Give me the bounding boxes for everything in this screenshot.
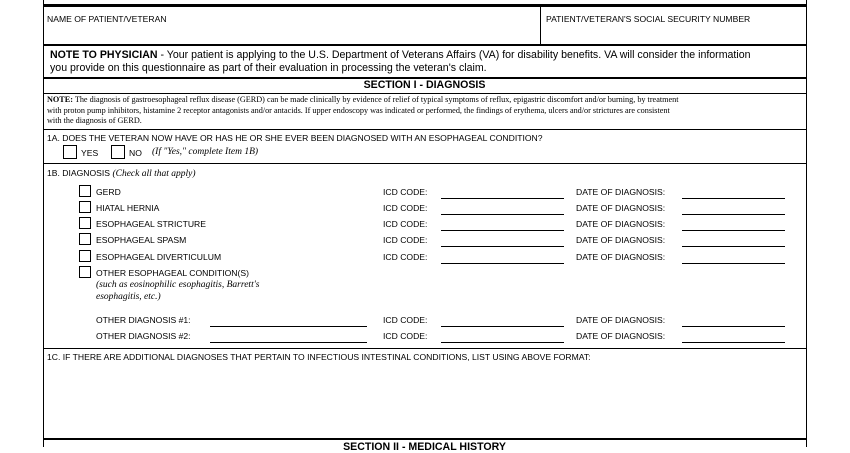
diagnosis-label: ESOPHAGEAL SPASM	[96, 235, 187, 245]
other-diagnosis-2-field[interactable]	[210, 342, 367, 343]
diagnosis-label: ESOPHAGEAL STRICTURE	[96, 219, 206, 229]
date-of-diagnosis-field[interactable]	[682, 214, 785, 215]
icd-code-label: ICD CODE:	[383, 331, 428, 341]
icd-code-label: ICD CODE:	[383, 187, 428, 197]
header-bottom-rule	[43, 44, 806, 46]
section-2-rule	[43, 438, 806, 440]
other-diagnosis-1-label: OTHER DIAGNOSIS #1:	[96, 315, 191, 325]
no-checkbox[interactable]	[111, 145, 125, 159]
no-label: NO	[129, 148, 142, 158]
icd-code-field[interactable]	[441, 263, 564, 264]
icd-code-field[interactable]	[441, 214, 564, 215]
icd-code-label: ICD CODE:	[383, 235, 428, 245]
ssn-label: PATIENT/VETERAN'S SOCIAL SECURITY NUMBER	[546, 14, 751, 24]
date-of-diagnosis-label: DATE OF DIAGNOSIS:	[576, 187, 666, 197]
date-of-diagnosis-field[interactable]	[682, 263, 785, 264]
note-rule	[43, 129, 806, 130]
diagnosis-note-line-2: with proton pump inhibitors, histamine 2 receptor antagonists and/or antacids. If upper endoscopy was indicated or performed, the findings of erythema, ulcers and/or strictures are consistent	[47, 105, 670, 115]
gerd-checkbox[interactable]	[79, 185, 91, 197]
other-condition-label: OTHER ESOPHAGEAL CONDITION(S)	[96, 268, 249, 278]
icd-code-label: ICD CODE:	[383, 252, 428, 262]
icd-code-field[interactable]	[441, 230, 564, 231]
other-condition-hint-2: esophagitis, etc.)	[96, 292, 161, 302]
icd-code-label: ICD CODE:	[383, 219, 428, 229]
note-to-physician	[50, 49, 751, 61]
date-of-diagnosis-field[interactable]	[682, 246, 785, 247]
hiatal-hernia-checkbox[interactable]	[79, 201, 91, 213]
date-of-diagnosis-field[interactable]	[682, 326, 785, 327]
date-of-diagnosis-label: DATE OF DIAGNOSIS:	[576, 203, 666, 213]
other-condition-hint-1: (such as eosinophilic esophagitis, Barrett's	[96, 280, 260, 290]
date-of-diagnosis-label: DATE OF DIAGNOSIS:	[576, 219, 666, 229]
form-top-rule	[43, 4, 806, 7]
diagnosis-label: ESOPHAGEAL DIVERTICULUM	[96, 252, 222, 262]
question-1a-hint: (If "Yes," complete Item 1B)	[152, 147, 259, 157]
other-condition-checkbox[interactable]	[79, 266, 91, 278]
section-1-title-rule	[43, 93, 806, 94]
esophageal-spasm-checkbox[interactable]	[79, 233, 91, 245]
yes-label: YES	[81, 148, 99, 158]
patient-name-label: NAME OF PATIENT/VETERAN	[47, 14, 167, 24]
note-to-physician-text-1: - Your patient is applying to the U.S. Department of Veterans Affairs (VA) for disability benefits. VA will consider the information	[157, 49, 751, 61]
icd-code-label: ICD CODE:	[383, 315, 428, 325]
question-1b	[47, 168, 196, 179]
icd-code-field[interactable]	[441, 198, 564, 199]
header-divider	[540, 4, 541, 44]
question-1b-label: 1B. DIAGNOSIS	[47, 168, 111, 178]
question-1b-rule	[43, 348, 806, 349]
other-diagnosis-2-label: OTHER DIAGNOSIS #2:	[96, 331, 191, 341]
form-right-border	[806, 0, 807, 447]
question-1a: 1A. DOES THE VETERAN NOW HAVE OR HAS HE OR SHE EVER BEEN DIAGNOSED WITH AN ESOPHAGEAL CONDITION?	[47, 133, 543, 143]
date-of-diagnosis-field[interactable]	[682, 230, 785, 231]
diagnosis-label: HIATAL HERNIA	[96, 203, 160, 213]
question-1c-text-area[interactable]	[47, 365, 802, 435]
other-diagnosis-1-field[interactable]	[210, 326, 367, 327]
section-1-title: SECTION I - DIAGNOSIS	[363, 79, 486, 91]
note-to-physician-text-2: you provide on this questionnaire as part of their evaluation in processing the veteran's claim.	[50, 62, 487, 74]
note-to-physician-lead: NOTE TO PHYSICIAN	[50, 49, 158, 61]
diagnosis-note-lead: NOTE:	[47, 95, 73, 104]
patient-name-field[interactable]	[47, 26, 535, 42]
yes-checkbox[interactable]	[63, 145, 77, 159]
diagnosis-note-line-3: with the diagnosis of GERD.	[47, 116, 142, 125]
icd-code-field[interactable]	[441, 326, 564, 327]
diagnosis-label: GERD	[96, 187, 121, 197]
date-of-diagnosis-field[interactable]	[682, 342, 785, 343]
esophageal-diverticulum-checkbox[interactable]	[79, 250, 91, 262]
diagnosis-note	[47, 95, 678, 127]
ssn-field[interactable]	[546, 26, 802, 42]
section-2-title: SECTION II - MEDICAL HISTORY	[343, 441, 506, 453]
date-of-diagnosis-label: DATE OF DIAGNOSIS:	[576, 252, 666, 262]
icd-code-field[interactable]	[441, 246, 564, 247]
date-of-diagnosis-label: DATE OF DIAGNOSIS:	[576, 315, 666, 325]
date-of-diagnosis-label: DATE OF DIAGNOSIS:	[576, 235, 666, 245]
icd-code-field[interactable]	[441, 342, 564, 343]
form-left-border	[43, 0, 44, 447]
date-of-diagnosis-label: DATE OF DIAGNOSIS:	[576, 331, 666, 341]
esophageal-stricture-checkbox[interactable]	[79, 217, 91, 229]
date-of-diagnosis-field[interactable]	[682, 198, 785, 199]
question-1a-rule	[43, 163, 806, 164]
diagnosis-note-line-1: The diagnosis of gastroesophageal reflux disease (GERD) can be made clinically by evidence of relief of typical symptoms of reflux, epigastric discomfort and/or burning, by treatment	[72, 95, 679, 104]
question-1b-hint: (Check all that apply)	[112, 169, 196, 179]
question-1c: 1C. IF THERE ARE ADDITIONAL DIAGNOSES THAT PERTAIN TO INFECTIOUS INTESTINAL CONDITIONS, LIST USING ABOVE FORMAT:	[47, 352, 591, 362]
icd-code-label: ICD CODE:	[383, 203, 428, 213]
